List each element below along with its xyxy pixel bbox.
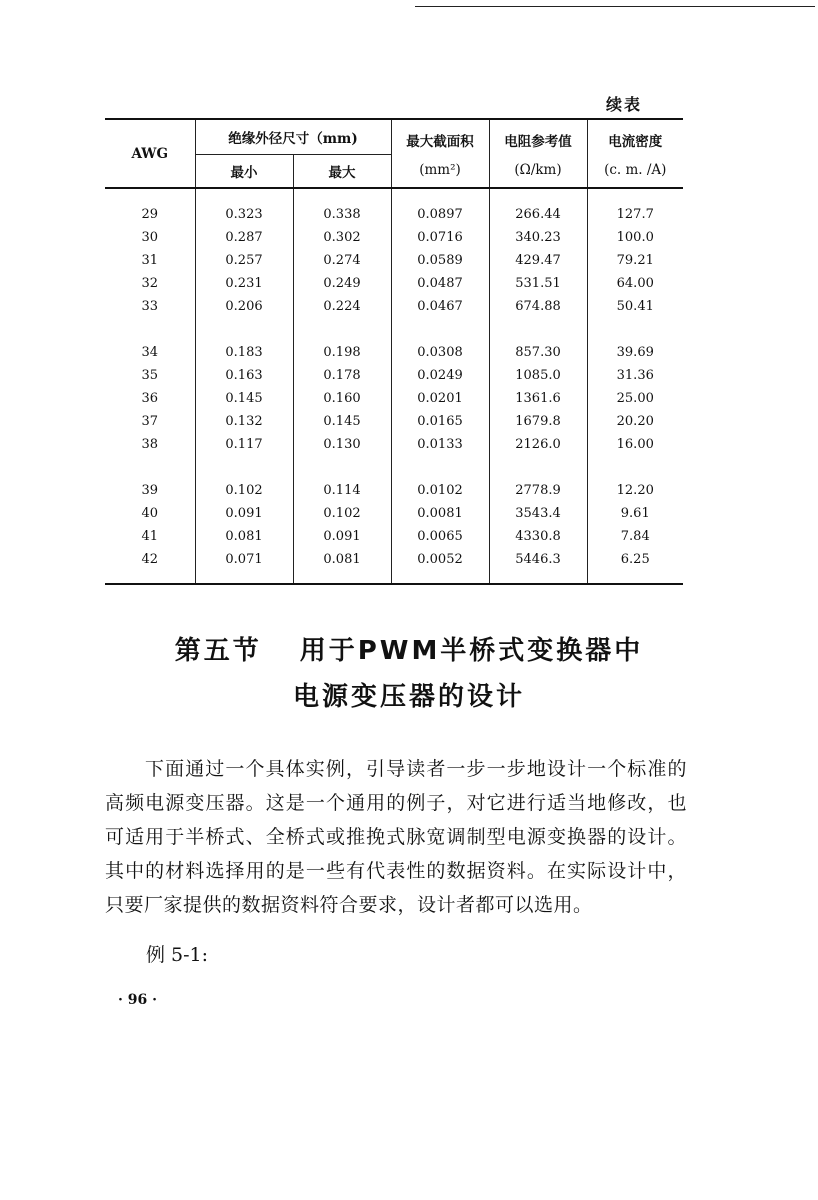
cell-min: 0.231 [195, 272, 293, 295]
cell-area: 0.0308 [391, 341, 489, 364]
cell-area: 0.0249 [391, 364, 489, 387]
cell-awg: 38 [141, 437, 159, 452]
cell-min: 0.323 [195, 203, 293, 226]
cell-cur: 25.00 [587, 387, 683, 410]
header-max-area [391, 119, 489, 188]
cell-max: 0.130 [293, 433, 391, 456]
cell-area: 0.0133 [391, 433, 489, 456]
cell-awg: 41 [141, 529, 159, 544]
example-label: 例 5-1: [146, 944, 209, 966]
cell-max: 0.274 [293, 249, 391, 272]
table-spacer [105, 188, 683, 203]
cell-max: 0.114 [293, 479, 391, 502]
table-row [105, 272, 683, 295]
awg-wire-table [105, 118, 683, 585]
header-insulated-od: 绝缘外径尺寸（mm) [195, 119, 391, 155]
cell-cur: 50.41 [587, 295, 683, 318]
cell-cur: 39.69 [587, 341, 683, 364]
cell-max: 0.302 [293, 226, 391, 249]
cell-min: 0.145 [195, 387, 293, 410]
cell-area: 0.0201 [391, 387, 489, 410]
cell-res: 674.88 [489, 295, 587, 318]
cell-area: 0.0589 [391, 249, 489, 272]
cell-min: 0.183 [195, 341, 293, 364]
cell-cur: 64.00 [587, 272, 683, 295]
cell-max: 0.198 [293, 341, 391, 364]
cell-cur: 31.36 [587, 364, 683, 387]
cell-awg: 34 [141, 345, 159, 360]
header-max-area-line1: 最大截面积 [406, 133, 474, 150]
table-row [105, 341, 683, 364]
table-row [105, 295, 683, 318]
cell-min: 0.071 [195, 548, 293, 584]
cell-max: 0.145 [293, 410, 391, 433]
cell-cur: 12.20 [587, 479, 683, 502]
cell-max: 0.160 [293, 387, 391, 410]
table-row [105, 548, 683, 584]
header-awg: AWG [105, 119, 195, 188]
header-resistance-line2: (Ω/km) [514, 161, 562, 178]
header-resistance [489, 119, 587, 188]
cell-res: 1679.8 [489, 410, 587, 433]
cell-awg: 35 [141, 368, 159, 383]
cell-min: 0.163 [195, 364, 293, 387]
cell-max: 0.081 [293, 548, 391, 584]
cell-awg: 32 [141, 276, 159, 291]
cell-cur: 7.84 [587, 525, 683, 548]
cell-min: 0.102 [195, 479, 293, 502]
cell-min: 0.206 [195, 295, 293, 318]
table-row [105, 479, 683, 502]
table-row [105, 410, 683, 433]
cell-res: 4330.8 [489, 525, 587, 548]
cell-area: 0.0467 [391, 295, 489, 318]
cell-min: 0.081 [195, 525, 293, 548]
cell-awg: 40 [141, 506, 159, 521]
cell-cur: 100.0 [587, 226, 683, 249]
section-title-text: 用于PWM半桥式变换器中 [299, 636, 644, 666]
cell-res: 1085.0 [489, 364, 587, 387]
cell-res: 5446.3 [489, 548, 587, 584]
cell-max: 0.102 [293, 502, 391, 525]
cell-max: 0.338 [293, 203, 391, 226]
page-number: · 96 · [118, 992, 157, 1008]
cell-awg: 42 [141, 552, 159, 567]
table-row [105, 203, 683, 226]
cell-cur: 79.21 [587, 249, 683, 272]
section-number: 第五节 [174, 636, 262, 666]
table-body [105, 188, 683, 584]
cell-min: 0.091 [195, 502, 293, 525]
table-row [105, 364, 683, 387]
continuation-label: 续表 [606, 95, 643, 114]
cell-min: 0.117 [195, 433, 293, 456]
cell-max: 0.249 [293, 272, 391, 295]
cell-area: 0.0487 [391, 272, 489, 295]
cell-awg: 29 [141, 207, 159, 222]
header-min: 最小 [195, 155, 293, 189]
table-row [105, 525, 683, 548]
cell-awg: 33 [141, 299, 159, 314]
cell-res: 1361.6 [489, 387, 587, 410]
header-current-line2: (c. m. /A) [604, 161, 667, 178]
table-row [105, 249, 683, 272]
cell-res: 340.23 [489, 226, 587, 249]
cell-cur: 20.20 [587, 410, 683, 433]
header-max-area-line2: (mm²) [419, 161, 461, 178]
cell-area: 0.0102 [391, 479, 489, 502]
header-max: 最大 [293, 155, 391, 189]
cell-awg: 37 [141, 414, 159, 429]
header-current-density [587, 119, 683, 188]
table-group-gap [105, 318, 683, 341]
cell-cur: 127.7 [587, 203, 683, 226]
cell-res: 2778.9 [489, 479, 587, 502]
cell-area: 0.0716 [391, 226, 489, 249]
header-current-line1: 电流密度 [608, 133, 663, 150]
section-title-line2: 电源变压器的设计 [292, 682, 525, 712]
cell-res: 3543.4 [489, 502, 587, 525]
cell-res: 429.47 [489, 249, 587, 272]
cell-min: 0.257 [195, 249, 293, 272]
cell-awg: 30 [141, 230, 159, 245]
cell-area: 0.0081 [391, 502, 489, 525]
cell-max: 0.178 [293, 364, 391, 387]
cell-cur: 6.25 [587, 548, 683, 584]
cell-res: 2126.0 [489, 433, 587, 456]
table-row [105, 226, 683, 249]
cell-res: 531.51 [489, 272, 587, 295]
table-row [105, 387, 683, 410]
cell-max: 0.224 [293, 295, 391, 318]
cell-area: 0.0052 [391, 548, 489, 584]
cell-area: 0.0897 [391, 203, 489, 226]
cell-awg: 39 [141, 483, 159, 498]
cell-area: 0.0165 [391, 410, 489, 433]
cell-res: 857.30 [489, 341, 587, 364]
cell-awg: 36 [141, 391, 159, 406]
cell-min: 0.287 [195, 226, 293, 249]
table-group-gap [105, 456, 683, 479]
cell-min: 0.132 [195, 410, 293, 433]
body-paragraph: 下面通过一个具体实例，引导读者一步一步地设计一个标准的高频电源变压器。这是一个通用的例子，对它进行适当地修改，也可适用于半桥式、全桥式或推挽式脉宽调制型电源变换器的设计。其中的材料选择用的是一些有代表性的数据资料。在实际设计中，只要厂家提供的数据资料符合要求，设计者都可以选用。 [105, 758, 687, 916]
table-row [105, 502, 683, 525]
cell-area: 0.0065 [391, 525, 489, 548]
header-resistance-line1: 电阻参考值 [504, 133, 572, 150]
cell-cur: 16.00 [587, 433, 683, 456]
cell-cur: 9.61 [587, 502, 683, 525]
table-row [105, 433, 683, 456]
cell-awg: 31 [141, 253, 159, 268]
section-title-line1 [0, 630, 818, 667]
top-rule [415, 6, 815, 7]
cell-res: 266.44 [489, 203, 587, 226]
cell-max: 0.091 [293, 525, 391, 548]
